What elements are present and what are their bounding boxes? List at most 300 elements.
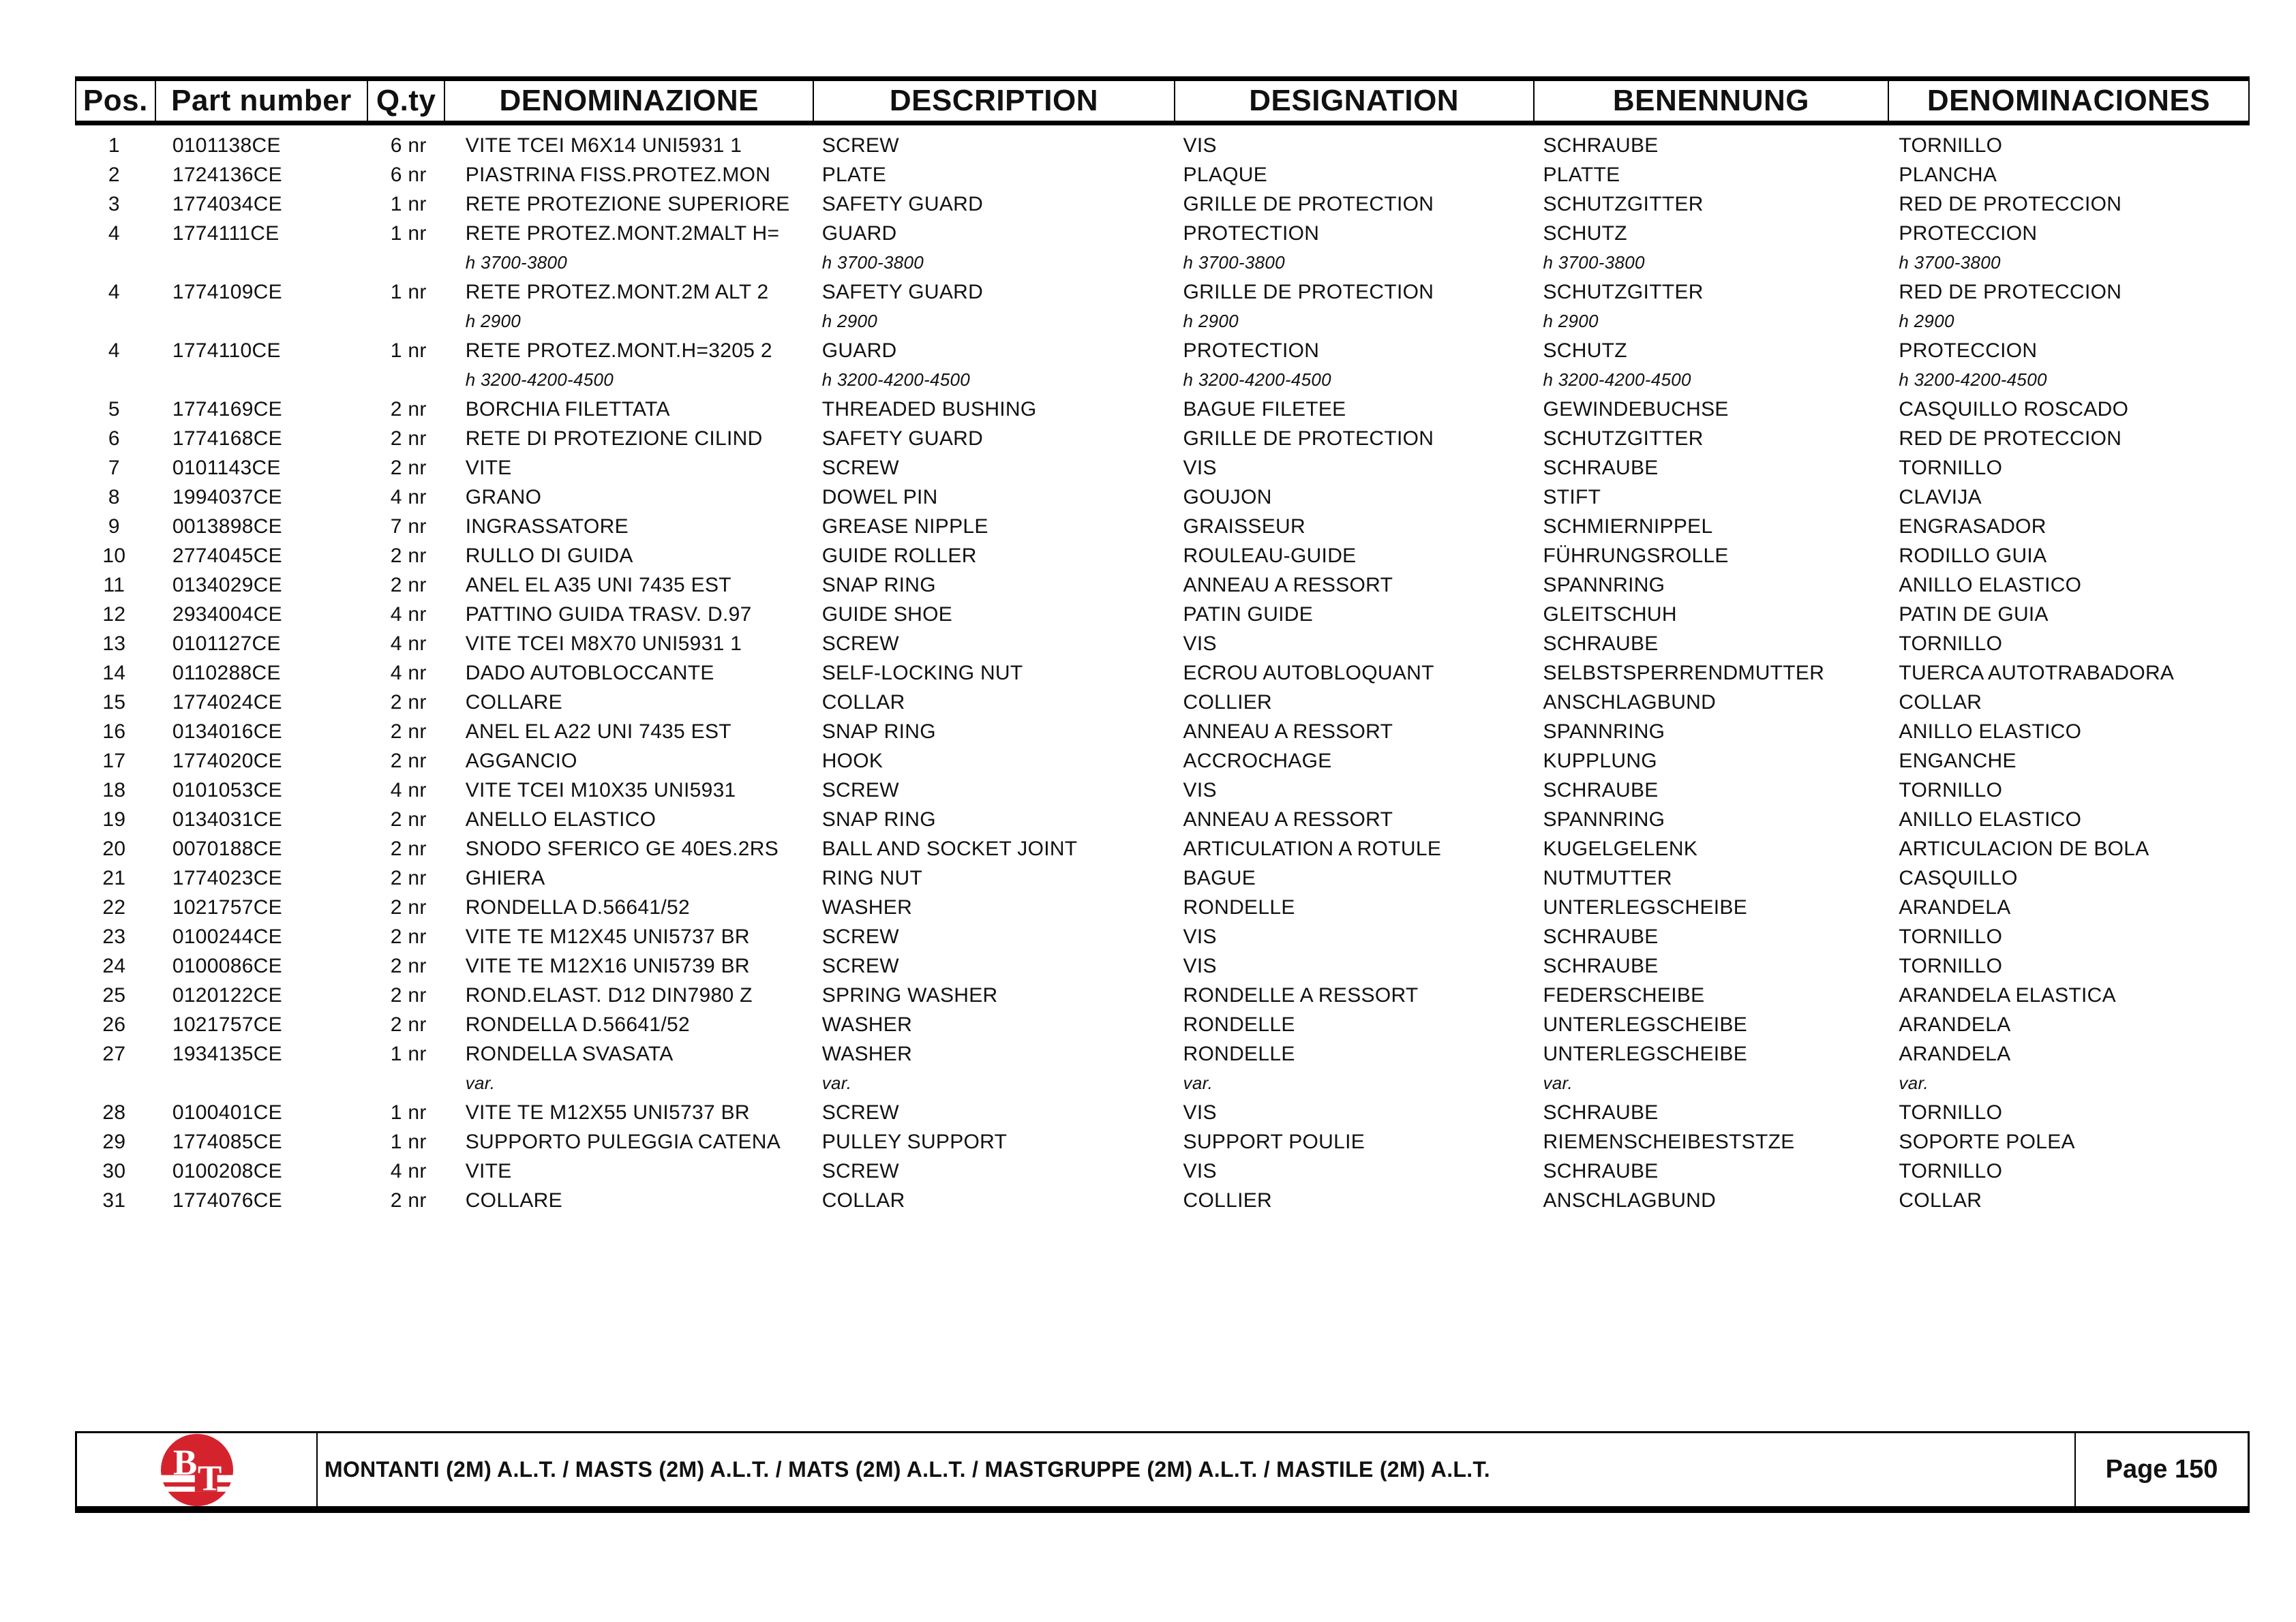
cell-description: h 2900	[821, 311, 878, 331]
cell-pos: 31	[102, 1189, 126, 1212]
cell-description: GUARD	[821, 339, 897, 362]
cell-denominaciones: TORNILLO	[1899, 1159, 2003, 1182]
cell-denominazione: AGGANCIO	[465, 749, 577, 772]
cell-denominaciones: TORNILLO	[1899, 778, 2003, 801]
cell-denominaciones: PATIN DE GUIA	[1899, 602, 2049, 626]
table-row	[75, 922, 2250, 951]
cell-qty: 2 nr	[390, 1189, 427, 1212]
cell-qty: 2 nr	[390, 690, 427, 714]
cell-pos: 5	[108, 397, 120, 420]
table-row	[75, 1157, 2250, 1186]
table-row	[75, 1186, 2250, 1215]
cell-denominazione: ANEL EL A35 UNI 7435 EST	[465, 573, 731, 596]
cell-part-number: 0101053CE	[172, 778, 282, 801]
cell-part-number: 0101127CE	[172, 632, 281, 655]
cell-denominaciones: h 2900	[1899, 311, 1954, 331]
cell-part-number: 1774034CE	[172, 192, 282, 215]
cell-denominaciones: TORNILLO	[1899, 954, 2003, 977]
cell-designation: SUPPORT POULIE	[1183, 1130, 1365, 1153]
cell-part-number: 2774045CE	[172, 544, 282, 567]
cell-pos: 3	[108, 192, 120, 215]
cell-qty: 2 nr	[390, 573, 427, 596]
cell-designation: var.	[1183, 1073, 1213, 1093]
cell-part-number: 1774169CE	[172, 397, 282, 420]
cell-denominazione: var.	[465, 1073, 496, 1093]
cell-designation: COLLIER	[1183, 1189, 1273, 1212]
cell-denominaciones: ANILLO ELASTICO	[1899, 573, 2082, 596]
cell-description: RING NUT	[821, 866, 923, 889]
cell-benennung: SPANNRING	[1543, 720, 1665, 743]
table-row	[75, 805, 2250, 834]
cell-designation: ANNEAU A RESSORT	[1183, 808, 1393, 831]
cell-qty: 2 nr	[390, 397, 427, 420]
table-row	[75, 1127, 2250, 1157]
cell-qty: 2 nr	[390, 808, 427, 831]
cell-part-number: 0100208CE	[172, 1159, 282, 1182]
cell-part-number: 1934135CE	[172, 1042, 282, 1065]
cell-part-number: 0134031CE	[172, 808, 282, 831]
table-row	[75, 219, 2250, 248]
cell-designation: h 3700-3800	[1183, 252, 1285, 273]
cell-designation: PROTECTION	[1183, 339, 1320, 362]
cell-pos: 22	[102, 896, 126, 919]
cell-denominaciones: h 3200-4200-4500	[1899, 369, 2047, 390]
footer-bar	[75, 1431, 2250, 1513]
cell-qty: 2 nr	[390, 720, 427, 743]
cell-designation: ECROU AUTOBLOQUANT	[1183, 661, 1434, 684]
cell-description: SCREW	[821, 134, 899, 157]
cell-denominazione: RETE PROTEZ.MONT.2M ALT 2	[465, 280, 769, 303]
table-row	[75, 600, 2250, 629]
cell-qty: 2 nr	[390, 749, 427, 772]
column-header-pos: Pos.	[82, 84, 148, 117]
cell-qty: 6 nr	[390, 163, 427, 186]
cell-qty: 1 nr	[390, 221, 427, 245]
cell-part-number: 1774111CE	[172, 221, 280, 245]
cell-pos: 19	[102, 808, 126, 831]
cell-benennung: PLATTE	[1543, 163, 1620, 186]
cell-denominaciones: TUERCA AUTOTRABADORA	[1899, 661, 2175, 684]
cell-denominaciones: RODILLO GUIA	[1899, 544, 2047, 567]
cell-part-number: 0134016CE	[172, 720, 282, 743]
table-row	[75, 746, 2250, 776]
footer-logo-cell	[77, 1433, 318, 1506]
cell-benennung: FÜHRUNGSROLLE	[1543, 544, 1729, 567]
footer-title-cell	[318, 1433, 2074, 1506]
cell-description: SCREW	[821, 1159, 899, 1182]
cell-benennung: SCHUTZ	[1543, 221, 1627, 245]
table-note-row	[75, 248, 2250, 277]
cell-benennung: SCHRAUBE	[1543, 925, 1659, 948]
cell-denominaciones: CASQUILLO	[1899, 866, 2018, 889]
cell-denominazione: GRANO	[465, 485, 542, 508]
cell-denominazione: RETE DI PROTEZIONE CILIND	[465, 427, 763, 450]
cell-designation: VIS	[1183, 954, 1217, 977]
cell-benennung: SCHRAUBE	[1543, 632, 1659, 655]
column-header-denominazione: DENOMINAZIONE	[444, 81, 813, 121]
cell-denominaciones: RED DE PROTECCION	[1899, 192, 2122, 215]
cell-designation: VIS	[1183, 778, 1217, 801]
table-row	[75, 512, 2250, 541]
cell-pos: 29	[102, 1130, 126, 1153]
cell-benennung: h 3200-4200-4500	[1543, 369, 1691, 390]
cell-denominazione: RONDELLA SVASATA	[465, 1042, 674, 1065]
cell-denominazione: PIASTRINA FISS.PROTEZ.MON	[465, 163, 771, 186]
cell-part-number: 1774110CE	[172, 339, 281, 362]
cell-qty: 4 nr	[390, 485, 427, 508]
cell-description: HOOK	[821, 749, 883, 772]
cell-denominaciones: ARANDELA	[1899, 896, 2011, 919]
cell-benennung: SCHRAUBE	[1543, 456, 1659, 479]
cell-denominazione: ANELLO ELASTICO	[465, 808, 656, 831]
table-row	[75, 131, 2250, 160]
cell-designation: GRILLE DE PROTECTION	[1183, 280, 1434, 303]
cell-designation: BAGUE	[1183, 866, 1256, 889]
cell-denominazione: RONDELLA D.56641/52	[465, 896, 690, 919]
cell-denominaciones: PROTECCION	[1899, 339, 2038, 362]
column-header-denominaciones: DENOMINACIONES	[1888, 81, 2248, 121]
cell-denominaciones: ANILLO ELASTICO	[1899, 720, 2082, 743]
cell-benennung: GEWINDEBUCHSE	[1543, 397, 1729, 420]
cell-benennung: SCHUTZ	[1543, 339, 1627, 362]
logo-letter-b: B	[172, 1442, 197, 1482]
cell-description: SCREW	[821, 925, 899, 948]
cell-pos: 13	[102, 632, 126, 655]
column-header-description: DESCRIPTION	[813, 81, 1173, 121]
cell-part-number: 1021757CE	[172, 896, 282, 919]
cell-part-number: 0013898CE	[172, 515, 282, 538]
cell-description: SNAP RING	[821, 573, 936, 596]
table-row	[75, 1039, 2250, 1069]
cell-part-number: 2934004CE	[172, 602, 282, 626]
cell-part-number: 1774023CE	[172, 866, 282, 889]
table-row	[75, 1010, 2250, 1039]
cell-description: WASHER	[821, 1042, 913, 1065]
cell-description: PULLEY SUPPORT	[821, 1130, 1008, 1153]
cell-benennung: UNTERLEGSCHEIBE	[1543, 896, 1748, 919]
cell-denominazione: RULLO DI GUIDA	[465, 544, 633, 567]
cell-description: SAFETY GUARD	[821, 192, 984, 215]
cell-designation: ANNEAU A RESSORT	[1183, 573, 1393, 596]
cell-qty: 2 nr	[390, 954, 427, 977]
cell-designation: PLAQUE	[1183, 163, 1268, 186]
cell-denominazione: BORCHIA FILETTATA	[465, 397, 670, 420]
cell-qty: 4 nr	[390, 778, 427, 801]
cell-part-number: 0101138CE	[172, 134, 281, 157]
cell-pos: 11	[103, 573, 125, 596]
cell-benennung: var.	[1543, 1073, 1573, 1093]
cell-denominaciones: TORNILLO	[1899, 1101, 2003, 1124]
cell-benennung: KUGELGELENK	[1543, 837, 1698, 860]
cell-qty: 1 nr	[390, 339, 427, 362]
cell-benennung: SCHRAUBE	[1543, 954, 1659, 977]
cell-denominaciones: PLANCHA	[1899, 163, 1997, 186]
cell-denominazione: RONDELLA D.56641/52	[465, 1013, 690, 1036]
cell-denominaciones: TORNILLO	[1899, 134, 2003, 157]
cell-description: GUARD	[821, 221, 897, 245]
cell-part-number: 0120122CE	[172, 983, 282, 1007]
cell-benennung: KUPPLUNG	[1543, 749, 1657, 772]
cell-qty: 4 nr	[390, 632, 427, 655]
cell-denominazione: VITE TCEI M10X35 UNI5931	[465, 778, 736, 801]
cell-designation: GRILLE DE PROTECTION	[1183, 427, 1434, 450]
cell-qty: 1 nr	[390, 1101, 427, 1124]
cell-designation: RONDELLE	[1183, 1042, 1295, 1065]
cell-benennung: SCHUTZGITTER	[1543, 280, 1704, 303]
cell-pos: 17	[102, 749, 126, 772]
cell-qty: 6 nr	[390, 134, 427, 157]
cell-denominazione: VITE TE M12X45 UNI5737 BR	[465, 925, 750, 948]
cell-denominaciones: h 3700-3800	[1899, 252, 2001, 273]
cell-denominazione: COLLARE	[465, 1189, 562, 1212]
cell-denominaciones: ARANDELA	[1899, 1042, 2011, 1065]
cell-pos: 23	[102, 925, 126, 948]
cell-pos: 15	[102, 690, 126, 714]
column-header-benennung: BENENNUNG	[1533, 81, 1888, 121]
cell-designation: VIS	[1183, 632, 1217, 655]
cell-benennung: SPANNRING	[1543, 808, 1665, 831]
cell-qty: 2 nr	[390, 427, 427, 450]
table-note-row	[75, 307, 2250, 336]
cell-designation: PROTECTION	[1183, 221, 1320, 245]
cell-pos: 6	[108, 427, 120, 450]
cell-qty: 1 nr	[390, 192, 427, 215]
cell-denominazione: INGRASSATORE	[465, 515, 629, 538]
cell-pos: 26	[102, 1013, 126, 1036]
cell-description: SCREW	[821, 778, 899, 801]
cell-part-number: 1774109CE	[172, 280, 282, 303]
column-header-qty: Q.ty	[367, 81, 444, 121]
cell-part-number: 0100086CE	[172, 954, 282, 977]
cell-benennung: GLEITSCHUH	[1543, 602, 1677, 626]
cell-designation: h 2900	[1183, 311, 1239, 331]
cell-description: h 3200-4200-4500	[821, 369, 971, 390]
cell-benennung: SCHRAUBE	[1543, 1159, 1659, 1182]
column-header-part-number: Part number	[155, 81, 367, 121]
cell-designation: VIS	[1183, 134, 1217, 157]
cell-part-number: 0101143CE	[172, 456, 281, 479]
cell-benennung: RIEMENSCHEIBESTSTZE	[1543, 1130, 1795, 1153]
cell-denominaciones: CLAVIJA	[1899, 485, 1982, 508]
cell-description: SAFETY GUARD	[821, 280, 984, 303]
cell-part-number: 1021757CE	[172, 1013, 282, 1036]
cell-pos: 4	[108, 221, 120, 245]
page-number: Page 150	[2105, 1455, 2218, 1484]
cell-designation: BAGUE FILETEE	[1183, 397, 1346, 420]
cell-benennung: NUTMUTTER	[1543, 866, 1672, 889]
cell-qty: 2 nr	[390, 1013, 427, 1036]
table-row	[75, 453, 2250, 483]
cell-description: h 3700-3800	[821, 252, 924, 273]
cell-denominaciones: RED DE PROTECCION	[1899, 280, 2122, 303]
cell-denominaciones: COLLAR	[1899, 690, 1982, 714]
cell-denominaciones: ENGANCHE	[1899, 749, 2016, 772]
table-row	[75, 717, 2250, 746]
table-row	[75, 424, 2250, 453]
cell-qty: 1 nr	[390, 1042, 427, 1065]
cell-pos: 18	[102, 778, 126, 801]
table-header-row	[75, 76, 2250, 125]
cell-benennung: h 3700-3800	[1543, 252, 1645, 273]
cell-benennung: SCHMIERNIPPEL	[1543, 515, 1713, 538]
cell-pos: 24	[102, 954, 126, 977]
cell-qty: 4 nr	[390, 661, 427, 684]
table-row	[75, 981, 2250, 1010]
cell-qty: 2 nr	[390, 544, 427, 567]
cell-pos: 12	[102, 602, 126, 626]
table-row	[75, 951, 2250, 981]
cell-part-number: 1994037CE	[172, 485, 282, 508]
table-row	[75, 541, 2250, 570]
cell-benennung: ANSCHLAGBUND	[1543, 690, 1717, 714]
cell-denominaciones: PROTECCION	[1899, 221, 2038, 245]
cell-description: SPRING WASHER	[821, 983, 998, 1007]
cell-designation: VIS	[1183, 1101, 1217, 1124]
cell-pos: 9	[108, 515, 120, 538]
cell-qty: 1 nr	[390, 280, 427, 303]
cell-denominaciones: SOPORTE POLEA	[1899, 1130, 2075, 1153]
table-row	[75, 688, 2250, 717]
cell-description: GUIDE ROLLER	[821, 544, 977, 567]
cell-denominazione: VITE TE M12X16 UNI5739 BR	[465, 954, 750, 977]
cell-designation: VIS	[1183, 456, 1217, 479]
table-note-row	[75, 1069, 2250, 1098]
cell-pos: 28	[102, 1101, 126, 1124]
table-row	[75, 483, 2250, 512]
cell-designation: RONDELLE	[1183, 1013, 1295, 1036]
cell-part-number: 0070188CE	[172, 837, 282, 860]
table-row	[75, 336, 2250, 365]
cell-denominazione: DADO AUTOBLOCCANTE	[465, 661, 714, 684]
cell-pos: 8	[108, 485, 120, 508]
cell-description: COLLAR	[821, 1189, 905, 1212]
cell-pos: 20	[102, 837, 126, 860]
cell-designation: ARTICULATION A ROTULE	[1183, 837, 1442, 860]
cell-description: var.	[821, 1073, 852, 1093]
cell-denominazione: ANEL EL A22 UNI 7435 EST	[465, 720, 731, 743]
cell-designation: GOUJON	[1183, 485, 1272, 508]
cell-denominazione: RETE PROTEZIONE SUPERIORE	[465, 192, 790, 215]
table-row	[75, 863, 2250, 893]
cell-designation: VIS	[1183, 1159, 1217, 1182]
cell-part-number: 1774024CE	[172, 690, 282, 714]
cell-benennung: SPANNRING	[1543, 573, 1665, 596]
cell-denominazione: COLLARE	[465, 690, 562, 714]
parts-table	[75, 76, 2250, 1215]
cell-part-number: 1774076CE	[172, 1189, 282, 1212]
cell-pos: 4	[108, 280, 120, 303]
cell-designation: COLLIER	[1183, 690, 1273, 714]
cell-description: PLATE	[821, 163, 886, 186]
table-row	[75, 395, 2250, 424]
cell-denominazione: h 3700-3800	[465, 252, 568, 273]
cell-denominazione: VITE	[465, 456, 512, 479]
cell-designation: ROULEAU-GUIDE	[1183, 544, 1357, 567]
cell-benennung: SCHRAUBE	[1543, 1101, 1659, 1124]
cell-description: SCREW	[821, 954, 899, 977]
cell-qty: 2 nr	[390, 983, 427, 1007]
cell-pos: 16	[102, 720, 126, 743]
logo-letter-t: T	[197, 1458, 222, 1499]
table-body	[75, 131, 2250, 1215]
cell-denominazione: RETE PROTEZ.MONT.H=3205 2	[465, 339, 772, 362]
table-row	[75, 893, 2250, 922]
cell-part-number: 0100244CE	[172, 925, 282, 948]
cell-description: WASHER	[821, 1013, 913, 1036]
cell-denominazione: SUPPORTO PULEGGIA CATENA	[465, 1130, 781, 1153]
bt-logo-icon	[161, 1434, 233, 1506]
cell-qty: 2 nr	[390, 456, 427, 479]
cell-pos: 2	[108, 163, 120, 186]
cell-description: SELF-LOCKING NUT	[821, 661, 1023, 684]
cell-denominazione: ROND.ELAST. D12 DIN7980 Z	[465, 983, 753, 1007]
cell-designation: h 3200-4200-4500	[1183, 369, 1331, 390]
table-row	[75, 160, 2250, 189]
cell-benennung: SCHUTZGITTER	[1543, 192, 1704, 215]
cell-pos: 21	[102, 866, 126, 889]
cell-denominazione: VITE	[465, 1159, 512, 1182]
footer-title: MONTANTI (2M) A.L.T. / MASTS (2M) A.L.T. / MATS (2M) A.L.T. / MASTGRUPPE (2M) A.L.T. / MASTILE (2M) A.L.T.	[324, 1457, 1490, 1482]
cell-pos: 7	[108, 456, 120, 479]
cell-denominazione: RETE PROTEZ.MONT.2MALT H=	[465, 221, 780, 245]
cell-designation: VIS	[1183, 925, 1217, 948]
cell-denominazione: GHIERA	[465, 866, 545, 889]
cell-qty: 1 nr	[390, 1130, 427, 1153]
cell-part-number: 1774168CE	[172, 427, 282, 450]
cell-part-number: 0134029CE	[172, 573, 282, 596]
cell-qty: 7 nr	[390, 515, 427, 538]
cell-description: SCREW	[821, 1101, 899, 1124]
cell-description: WASHER	[821, 896, 913, 919]
cell-description: SNAP RING	[821, 808, 936, 831]
cell-benennung: UNTERLEGSCHEIBE	[1543, 1013, 1748, 1036]
cell-denominaciones: ARANDELA ELASTICA	[1899, 983, 2116, 1007]
cell-benennung: FEDERSCHEIBE	[1543, 983, 1705, 1007]
cell-designation: RONDELLE	[1183, 896, 1295, 919]
cell-designation: PATIN GUIDE	[1183, 602, 1314, 626]
cell-benennung: SCHRAUBE	[1543, 134, 1659, 157]
column-header-designation: DESIGNATION	[1174, 81, 1533, 121]
table-row	[75, 570, 2250, 600]
cell-denominaciones: ARTICULACION DE BOLA	[1899, 837, 2149, 860]
cell-denominaciones: ENGRASADOR	[1899, 515, 2046, 538]
cell-part-number: 0110288CE	[172, 661, 281, 684]
cell-description: GUIDE SHOE	[821, 602, 953, 626]
cell-benennung: STIFT	[1543, 485, 1601, 508]
footer-page-cell	[2074, 1433, 2248, 1506]
cell-part-number: 1774020CE	[172, 749, 282, 772]
cell-pos: 14	[102, 661, 126, 684]
cell-benennung: SCHUTZGITTER	[1543, 427, 1704, 450]
cell-denominaciones: TORNILLO	[1899, 456, 2003, 479]
cell-description: SNAP RING	[821, 720, 936, 743]
table-note-row	[75, 365, 2250, 395]
cell-denominaciones: RED DE PROTECCION	[1899, 427, 2122, 450]
cell-description: SCREW	[821, 632, 899, 655]
table-row	[75, 1098, 2250, 1127]
cell-denominazione: h 3200-4200-4500	[465, 369, 614, 390]
table-row	[75, 834, 2250, 863]
cell-qty: 2 nr	[390, 925, 427, 948]
cell-benennung: ANSCHLAGBUND	[1543, 1189, 1717, 1212]
cell-pos: 1	[108, 134, 120, 157]
table-row	[75, 658, 2250, 688]
cell-description: BALL AND SOCKET JOINT	[821, 837, 1078, 860]
table-row	[75, 277, 2250, 307]
cell-designation: RONDELLE A RESSORT	[1183, 983, 1419, 1007]
cell-designation: GRAISSEUR	[1183, 515, 1305, 538]
cell-qty: 2 nr	[390, 837, 427, 860]
